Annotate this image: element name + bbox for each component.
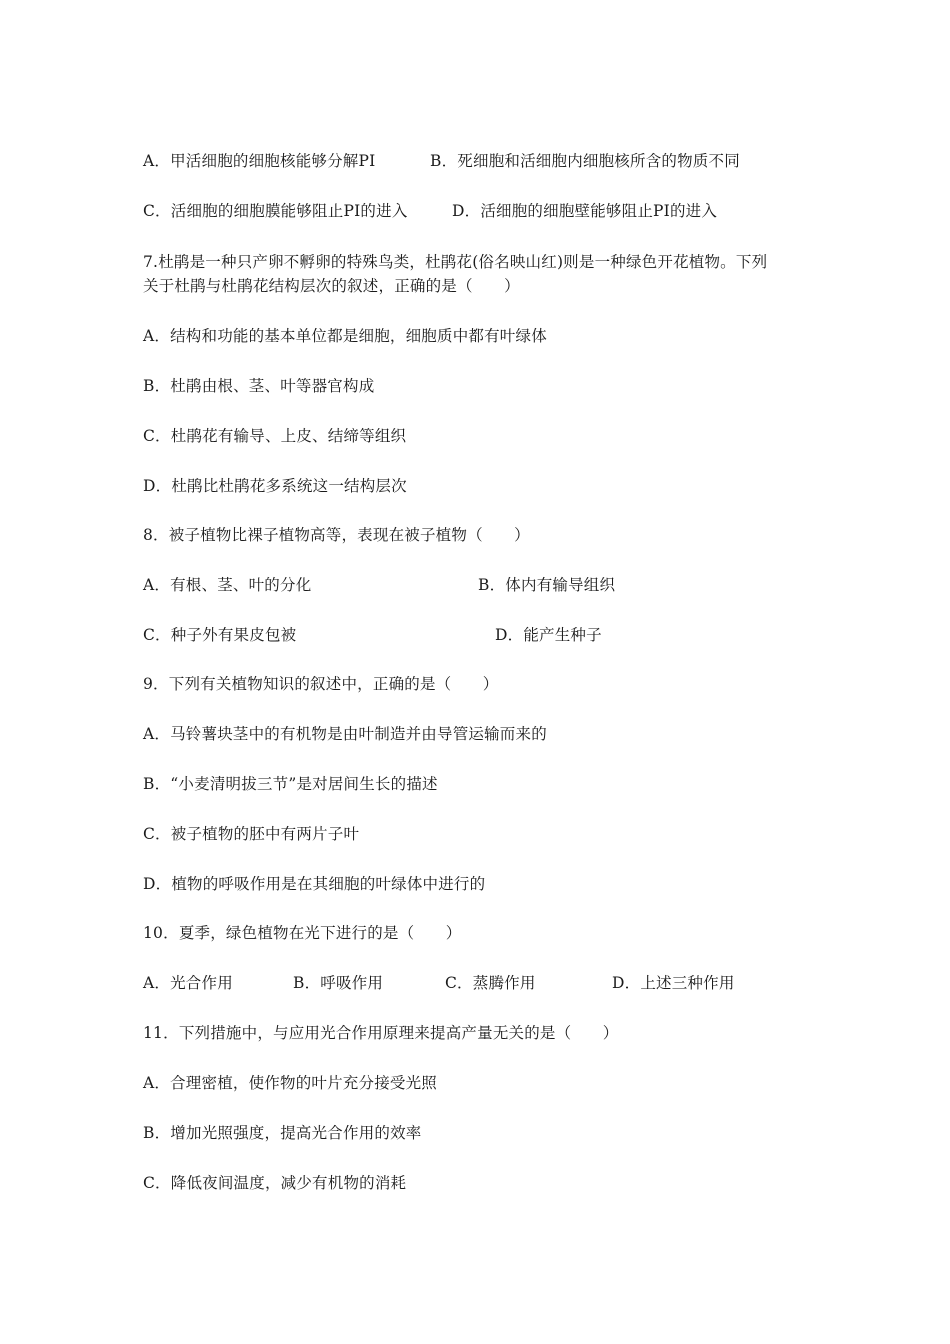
q9-option-a: A．马铃薯块茎中的有机物是由叶制造并由导管运输而来的 [143,725,547,743]
q10-option-b: B．呼吸作用 [293,974,384,992]
q7-stem-line2: 关于杜鹃与杜鹃花结构层次的叙述，正确的是（ ） [143,277,520,295]
q7-option-c: C．杜鹃花有输导、上皮、结缔等组织 [143,427,407,445]
q6-option-d: D．活细胞的细胞壁能够阻止PI的进入 [452,202,718,220]
q10-option-d: D．上述三种作用 [612,974,735,992]
q6-option-c: C．活细胞的细胞膜能够阻止PI的进入 [143,202,408,220]
q7-option-b: B．杜鹃由根、茎、叶等器官构成 [143,377,375,395]
q10-option-a: A．光合作用 [143,974,233,992]
q8-option-c: C．种子外有果皮包被 [143,626,297,644]
q10-option-c: C．蒸腾作用 [445,974,536,992]
q8-option-a: A．有根、茎、叶的分化 [143,576,312,594]
q6-option-b: B．死细胞和活细胞内细胞核所含的物质不同 [430,152,740,170]
q11-option-a: A．合理密植，使作物的叶片充分接受光照 [143,1074,437,1092]
q7-option-a: A．结构和功能的基本单位都是细胞，细胞质中都有叶绿体 [143,327,547,345]
q11-option-b: B．增加光照强度，提高光合作用的效率 [143,1124,422,1142]
q6-option-a: A．甲活细胞的细胞核能够分解PI [143,152,376,170]
q9-option-d: D．植物的呼吸作用是在其细胞的叶绿体中进行的 [143,875,486,893]
q11-option-c: C．降低夜间温度，减少有机物的消耗 [143,1174,407,1192]
q9-option-b: B．“小麦清明拔三节”是对居间生长的描述 [143,775,438,793]
q7-option-d: D．杜鹃比杜鹃花多系统这一结构层次 [143,477,407,495]
q8-option-d: D．能产生种子 [495,626,602,644]
q8-stem: 8．被子植物比裸子植物高等，表现在被子植物（ ） [143,526,530,544]
q8-option-b: B．体内有输导组织 [478,576,616,594]
q11-stem: 11．下列措施中，与应用光合作用原理来提高产量无关的是（ ） [143,1024,619,1042]
q10-stem: 10．夏季，绿色植物在光下进行的是（ ） [143,924,462,942]
q9-option-c: C．被子植物的胚中有两片子叶 [143,825,360,843]
q9-stem: 9．下列有关植物知识的叙述中，正确的是（ ） [143,675,499,693]
q7-stem-line1: 7.杜鹃是一种只产卵不孵卵的特殊鸟类，杜鹃花(俗名映山红)则是一种绿色开花植物。下列 [143,253,768,271]
